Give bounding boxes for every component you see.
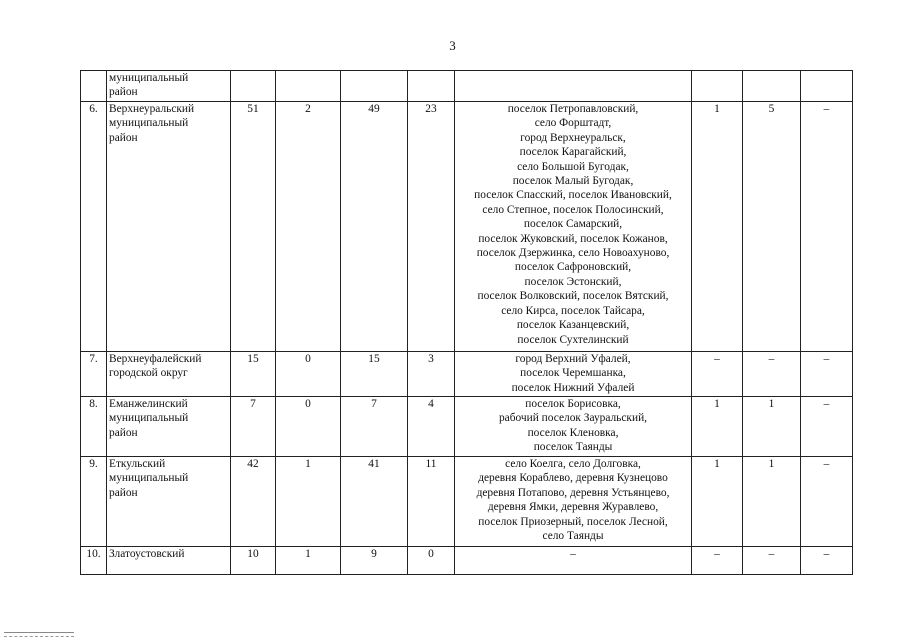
value-col-3: 15	[341, 352, 408, 397]
table-row	[81, 102, 853, 352]
value-col-5: 1	[692, 102, 743, 352]
district-name-line: Верхнеуральский	[109, 103, 195, 115]
value-col-2: 0	[276, 352, 341, 397]
page-number: 3	[449, 38, 456, 53]
settlement-line: село Форштадт,	[534, 117, 612, 130]
value-col-2: 1	[276, 547, 341, 575]
value-col-6: 5	[743, 102, 801, 352]
value-col-1: 51	[231, 102, 276, 352]
district-name	[107, 397, 231, 457]
value-col-4: 4	[408, 397, 455, 457]
value-col-1: 15	[231, 352, 276, 397]
district-name	[107, 352, 231, 397]
value-col-6: –	[743, 352, 801, 397]
district-name-line: район	[109, 131, 138, 144]
settlement-line: поселок Кленовка,	[527, 426, 619, 439]
value-col-5: 1	[692, 397, 743, 457]
districts-table	[80, 70, 853, 575]
settlement-line: село Таянды	[542, 530, 604, 543]
value-col-3: 9	[341, 547, 408, 575]
settlements-list	[455, 457, 692, 547]
settlement-line: поселок Малый Бугодак,	[512, 175, 634, 188]
value-col-2: 2	[276, 102, 341, 352]
district-name-line: муниципальный	[109, 412, 189, 425]
settlements-list	[455, 102, 692, 352]
settlement-line: поселок Самарский,	[523, 218, 623, 231]
value-col-1: 7	[231, 397, 276, 457]
settlement-line: поселок Борисовка,	[525, 398, 621, 410]
settlement-line: поселок Дзержинка, село Новоахуново,	[476, 247, 670, 260]
row-index: 6.	[81, 102, 107, 352]
value-col-4: 23	[408, 102, 455, 352]
value-col-4: 11	[408, 457, 455, 547]
settlement-line: поселок Спасский, поселок Ивановский,	[474, 189, 672, 202]
district-name-line: Еманжелинский	[109, 398, 188, 410]
settlement-line: поселок Таянды	[533, 441, 613, 454]
row-index: 8.	[81, 397, 107, 457]
value-col-1: 42	[231, 457, 276, 547]
settlement-line: поселок Казанцевский,	[516, 319, 630, 332]
district-name-line: Златоустовский	[109, 548, 185, 560]
settlement-line: поселок Волковский, поселок Вятский,	[477, 290, 669, 303]
settlements-list	[455, 397, 692, 457]
value-col-7: –	[801, 547, 853, 575]
value-col-5: 1	[692, 457, 743, 547]
settlement-line: поселок Петропавловский,	[507, 103, 639, 115]
settlement-line: деревня Ямки, деревня Журавлево,	[487, 501, 659, 514]
value-col-6: 1	[743, 397, 801, 457]
value-col-2: 0	[276, 397, 341, 457]
district-name	[107, 457, 231, 547]
value-col-4: 0	[408, 547, 455, 575]
value-col-5	[692, 71, 743, 102]
value-col-7	[801, 71, 853, 102]
row-index: 7.	[81, 352, 107, 397]
settlement-line: село Степное, поселок Полосинский,	[482, 203, 664, 216]
district-name	[107, 102, 231, 352]
value-col-6: –	[743, 547, 801, 575]
value-col-7: –	[801, 102, 853, 352]
value-col-7: –	[801, 397, 853, 457]
value-col-3	[341, 71, 408, 102]
row-index: 10.	[81, 547, 107, 575]
row-index: 9.	[81, 457, 107, 547]
table-row	[81, 457, 853, 547]
value-col-3: 41	[341, 457, 408, 547]
value-col-7: –	[801, 457, 853, 547]
settlement-line: поселок Жуковский, поселок Кожанов,	[478, 232, 668, 245]
value-col-4	[408, 71, 455, 102]
district-name-line: район	[109, 86, 138, 99]
settlement-line: поселок Нижний Уфалей	[511, 381, 635, 394]
value-col-5: –	[692, 352, 743, 397]
settlement-line: поселок Карагайский,	[519, 146, 627, 159]
table-row	[81, 547, 853, 575]
settlement-line: город Верхний Уфалей,	[515, 353, 631, 365]
district-name-line: муниципальный	[109, 117, 189, 130]
value-col-4: 3	[408, 352, 455, 397]
footer-mark	[4, 632, 74, 637]
value-col-6: 1	[743, 457, 801, 547]
district-name-line: муниципальный	[109, 472, 189, 485]
settlement-line: поселок Сухтелинский	[517, 333, 629, 346]
district-name-line: Верхнеуфалейский	[109, 353, 202, 365]
value-col-2: 1	[276, 457, 341, 547]
settlement-line: город Верхнеуральск,	[520, 131, 626, 144]
settlement-line: поселок Черемшанка,	[520, 367, 626, 380]
settlement-line: поселок Сафроновский,	[514, 261, 632, 274]
value-col-5: –	[692, 547, 743, 575]
settlement-line: рабочий поселок Зауральский,	[498, 412, 648, 425]
settlement-line: село Коелга, село Долговка,	[505, 458, 641, 470]
district-name	[107, 547, 231, 575]
settlements-list	[455, 352, 692, 397]
value-col-3: 49	[341, 102, 408, 352]
settlement-line: село Большой Бугодак,	[517, 160, 629, 173]
table-row	[81, 397, 853, 457]
settlement-line: деревня Кораблево, деревня Кузнецово	[478, 472, 668, 485]
district-name-line: муниципальный	[109, 72, 189, 84]
district-name-line: район	[109, 426, 138, 439]
value-col-6	[743, 71, 801, 102]
district-name-line: городской округ	[109, 367, 188, 380]
settlement-line: село Кирса, поселок Тайсара,	[501, 304, 645, 317]
settlement-line: –	[570, 548, 576, 560]
value-col-3: 7	[341, 397, 408, 457]
settlements-list	[455, 71, 692, 102]
row-index	[81, 71, 107, 102]
table-row	[81, 71, 853, 102]
settlement-line: поселок Приозерный, поселок Лесной,	[478, 515, 668, 528]
value-col-7: –	[801, 352, 853, 397]
district-name	[107, 71, 231, 102]
settlements-list	[455, 547, 692, 575]
table-row	[81, 352, 853, 397]
value-col-2	[276, 71, 341, 102]
district-name-line: район	[109, 486, 138, 499]
settlement-line: поселок Эстонский,	[524, 275, 622, 288]
value-col-1: 10	[231, 547, 276, 575]
value-col-1	[231, 71, 276, 102]
settlement-line: деревня Потапово, деревня Устьянцево,	[476, 486, 670, 499]
district-name-line: Еткульский	[109, 458, 166, 470]
